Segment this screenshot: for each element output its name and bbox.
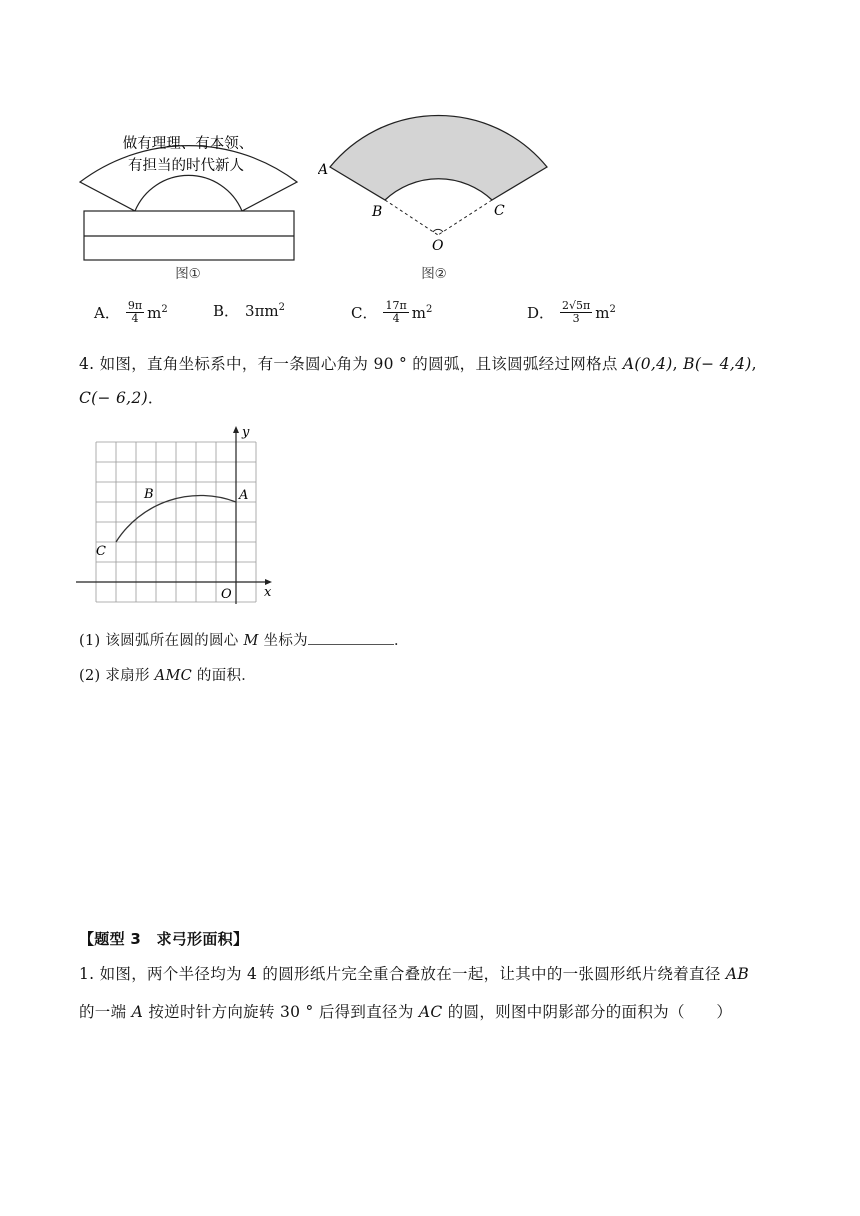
option-c — [351, 300, 432, 325]
dashed-radius-ob — [385, 200, 438, 235]
option-a — [94, 300, 168, 325]
option-d-denominator: 3 — [572, 312, 580, 326]
q4-sub1: (1) 该圆弧所在圆的圆心 M 坐标为 ． — [79, 629, 409, 650]
q4-sub2-text-post: 的面积． — [192, 668, 257, 684]
option-a-numerator: 9π — [127, 299, 143, 312]
option-a-letter: A． — [94, 304, 120, 323]
figure-2-annulus-sector — [318, 90, 558, 290]
s3-q1-ac: AC — [418, 1003, 443, 1021]
option-b — [213, 300, 285, 321]
option-b-value: $3\pi m^2$ — [245, 301, 286, 320]
s3-q1-line2 — [79, 1000, 732, 1022]
option-d-unit: $m^2$ — [595, 303, 616, 322]
q4-sub2-text: (2) 求扇形 — [79, 668, 155, 684]
section-3-heading: 【题型 3 求弓形面积】 — [79, 930, 249, 948]
q4-sub2 — [79, 664, 256, 685]
grid-label-a: A — [239, 488, 249, 503]
label-a: A — [318, 162, 329, 178]
option-c-numerator: 17π — [385, 299, 407, 312]
option-d — [527, 300, 616, 325]
fan-outline — [80, 146, 297, 211]
label-c: C — [494, 203, 505, 219]
grid-label-o: O — [221, 587, 232, 602]
option-d-numerator: 2√5π — [562, 299, 591, 312]
figure-2-caption: 图② — [421, 266, 447, 282]
q4-line1: 4. 如图，直角坐标系中，有一条圆心角为 90 ° 的圆弧，且该圆弧经过网格点 A(0,4), B(− 4,4), — [79, 355, 757, 373]
q4-sub1-answer-blank[interactable] — [308, 630, 394, 645]
q4-sub1-m: M — [243, 633, 259, 649]
s3-q1-line1 — [79, 962, 749, 984]
option-c-unit: $m^2$ — [411, 303, 433, 322]
option-a-unit: $m^2$ — [147, 303, 168, 322]
q4-sub1-text-post: 坐标为 — [258, 633, 308, 649]
s3-q1-text: 1. 如图，两个半径均为 4 的圆形纸片完全重合叠放在一起，让其中的一张圆形纸片绕着直径 — [79, 965, 726, 983]
dashed-radius-oc — [438, 200, 492, 235]
s3-q1-ab: AB — [725, 965, 750, 983]
q4-sub1-text: (1) 该圆弧所在圆的圆心 — [79, 633, 244, 649]
label-b: B — [372, 204, 383, 220]
q4-line2: C(− 6,2)． — [79, 389, 164, 407]
fan-text-line1: 做有理理、有本领、 — [122, 136, 254, 152]
grid-label-x: x — [264, 585, 272, 600]
grid-lines — [96, 442, 256, 602]
angle-arc-o — [433, 229, 443, 232]
grid-label-c: C — [96, 544, 106, 559]
grid-label-b: B — [144, 487, 154, 502]
s3-q1-text3: 按逆时针方向旋转 30 ° 后得到直径为 — [143, 1003, 419, 1021]
label-o: O — [432, 238, 444, 254]
option-d-fraction — [560, 300, 592, 325]
coordinate-grid-figure — [74, 424, 284, 609]
option-b-letter: B． — [213, 302, 240, 320]
q4-stem: 4. 如图，直角坐标系中，有一条圆心角为 90 ° 的圆弧，且该圆弧经过网格点 — [79, 355, 623, 373]
y-axis-arrow — [233, 426, 239, 433]
option-c-fraction — [383, 300, 408, 325]
option-d-letter: D． — [527, 304, 555, 323]
figure-1-caption: 图① — [175, 266, 201, 282]
figure-1-fan-banner — [78, 90, 300, 290]
q4-sub2-amc: AMC — [154, 668, 192, 684]
q4-point-a: A(0,4) — [622, 355, 673, 373]
s3-q1-text2: 的一端 — [79, 1003, 132, 1021]
s3-q1-text4: 的圆，则图中阴影部分的面积为（ ） — [442, 1003, 733, 1021]
s3-q1-a: A — [131, 1003, 144, 1021]
option-c-denominator: 4 — [392, 312, 400, 326]
q4-point-b: B(− 4,4) — [683, 355, 752, 373]
option-a-denominator: 4 — [131, 312, 139, 326]
shaded-sector-ring — [330, 115, 547, 200]
grid-label-y: y — [242, 425, 250, 440]
option-a-fraction — [126, 300, 144, 325]
q4-point-c: C(− 6,2) — [79, 389, 148, 407]
option-c-letter: C． — [351, 304, 378, 323]
fan-text-line2: 有担当的时代新人 — [128, 158, 244, 174]
